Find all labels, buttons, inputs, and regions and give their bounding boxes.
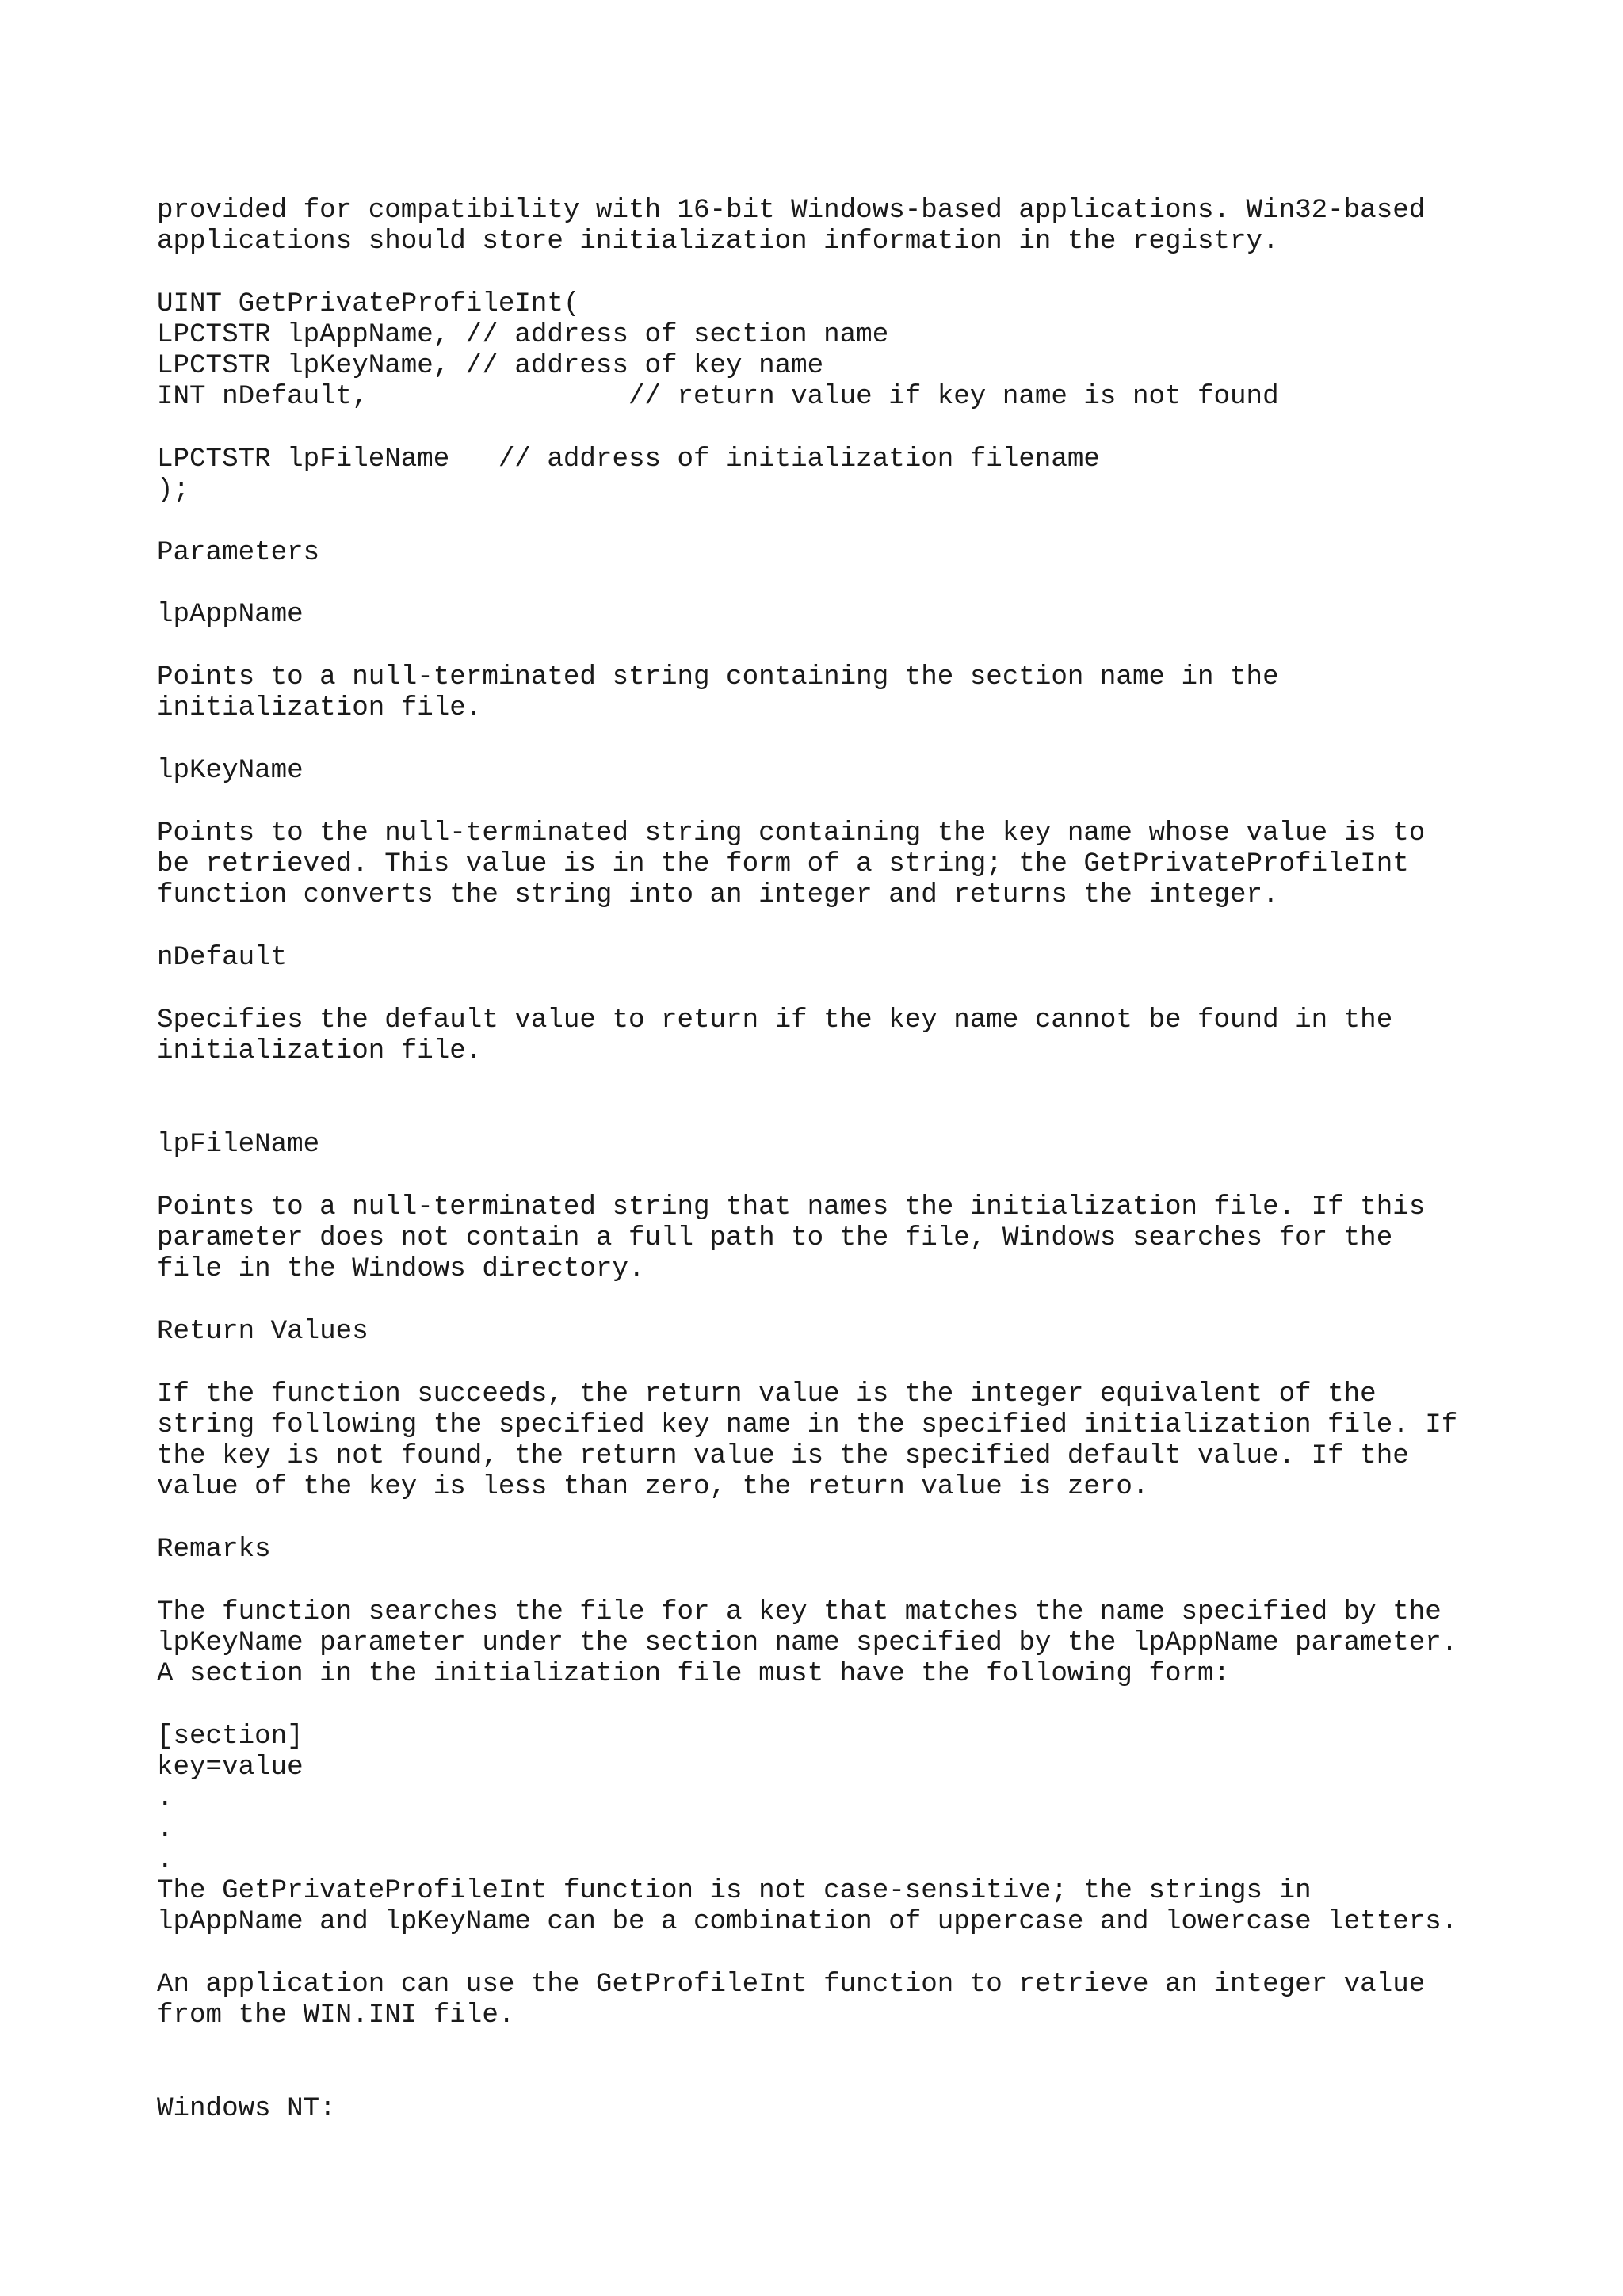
section-heading-remarks: Remarks	[157, 1535, 271, 1565]
parameter-description-line: Points to the null-terminated string containing the key name whose value is to	[157, 818, 1426, 849]
parameter-description-line: initialization file.	[157, 693, 483, 723]
remarks-text-line: lpKeyName parameter under the section name specified by the lpAppName parameter.	[157, 1628, 1458, 1658]
remarks-text-line: lpAppName and lpKeyName can be a combination of uppercase and lowercase letters.	[157, 1907, 1458, 1937]
parameter-description-line: file in the Windows directory.	[157, 1254, 645, 1284]
function-signature-line: LPCTSTR lpFileName // address of initialization filename	[157, 444, 1100, 475]
function-signature-line: INT nDefault, // return value if key name is not found	[157, 382, 1279, 412]
return-values-text-line: string following the specified key name in the specified initialization file. If	[157, 1410, 1458, 1440]
section-heading-parameters: Parameters	[157, 538, 320, 568]
remarks-text-line: A section in the initialization file must have the following form:	[157, 1659, 1231, 1689]
document-page	[157, 0, 1583, 2124]
function-signature-line: );	[157, 475, 190, 505]
parameter-name: nDefault	[157, 943, 288, 973]
ini-example-line: key=value	[157, 1753, 304, 1783]
parameter-description-line: function converts the string into an integer and returns the integer.	[157, 880, 1279, 910]
parameter-name: lpKeyName	[157, 756, 304, 786]
ini-example-line: .	[157, 1845, 174, 1875]
return-values-text-line: value of the key is less than zero, the return value is zero.	[157, 1472, 1149, 1502]
parameter-description-line: parameter does not contain a full path to the file, Windows searches for the	[157, 1223, 1393, 1253]
parameter-description-line: Specifies the default value to return if the key name cannot be found in the	[157, 1005, 1393, 1035]
remarks-text-line: The function searches the file for a key that matches the name specified by the	[157, 1597, 1442, 1627]
parameter-description-line: Points to a null-terminated string that names the initialization file. If this	[157, 1192, 1426, 1222]
parameter-description-line: Points to a null-terminated string containing the section name in the	[157, 662, 1279, 692]
function-signature-line: UINT GetPrivateProfileInt(	[157, 289, 580, 319]
return-values-text-line: If the function succeeds, the return value is the integer equivalent of the	[157, 1379, 1377, 1409]
section-heading-return-values: Return Values	[157, 1317, 369, 1347]
parameter-name: lpFileName	[157, 1130, 320, 1160]
parameter-name: lpAppName	[157, 600, 304, 630]
ini-example-line: .	[157, 1783, 174, 1814]
intro-text-line: applications should store initialization information in the registry.	[157, 227, 1279, 257]
remarks-text-line: An application can use the GetProfileInt function to retrieve an integer value	[157, 1970, 1426, 2000]
remarks-text-line: The GetPrivateProfileInt function is not case-sensitive; the strings in	[157, 1876, 1312, 1906]
remarks-text-line: from the WIN.INI file.	[157, 2000, 515, 2031]
function-signature-line: LPCTSTR lpKeyName, // address of key name	[157, 351, 824, 381]
ini-example-line: .	[157, 1814, 174, 1844]
parameter-description-line: be retrieved. This value is in the form of a string; the GetPrivateProfileInt	[157, 849, 1409, 879]
return-values-text-line: the key is not found, the return value is the specified default value. If the	[157, 1441, 1409, 1471]
function-signature-line: LPCTSTR lpAppName, // address of section name	[157, 320, 889, 350]
windows-nt-heading: Windows NT:	[157, 2094, 336, 2124]
intro-text-line: provided for compatibility with 16-bit Windows-based applications. Win32-based	[157, 196, 1426, 226]
parameter-description-line: initialization file.	[157, 1036, 483, 1066]
ini-example-line: [section]	[157, 1722, 304, 1752]
